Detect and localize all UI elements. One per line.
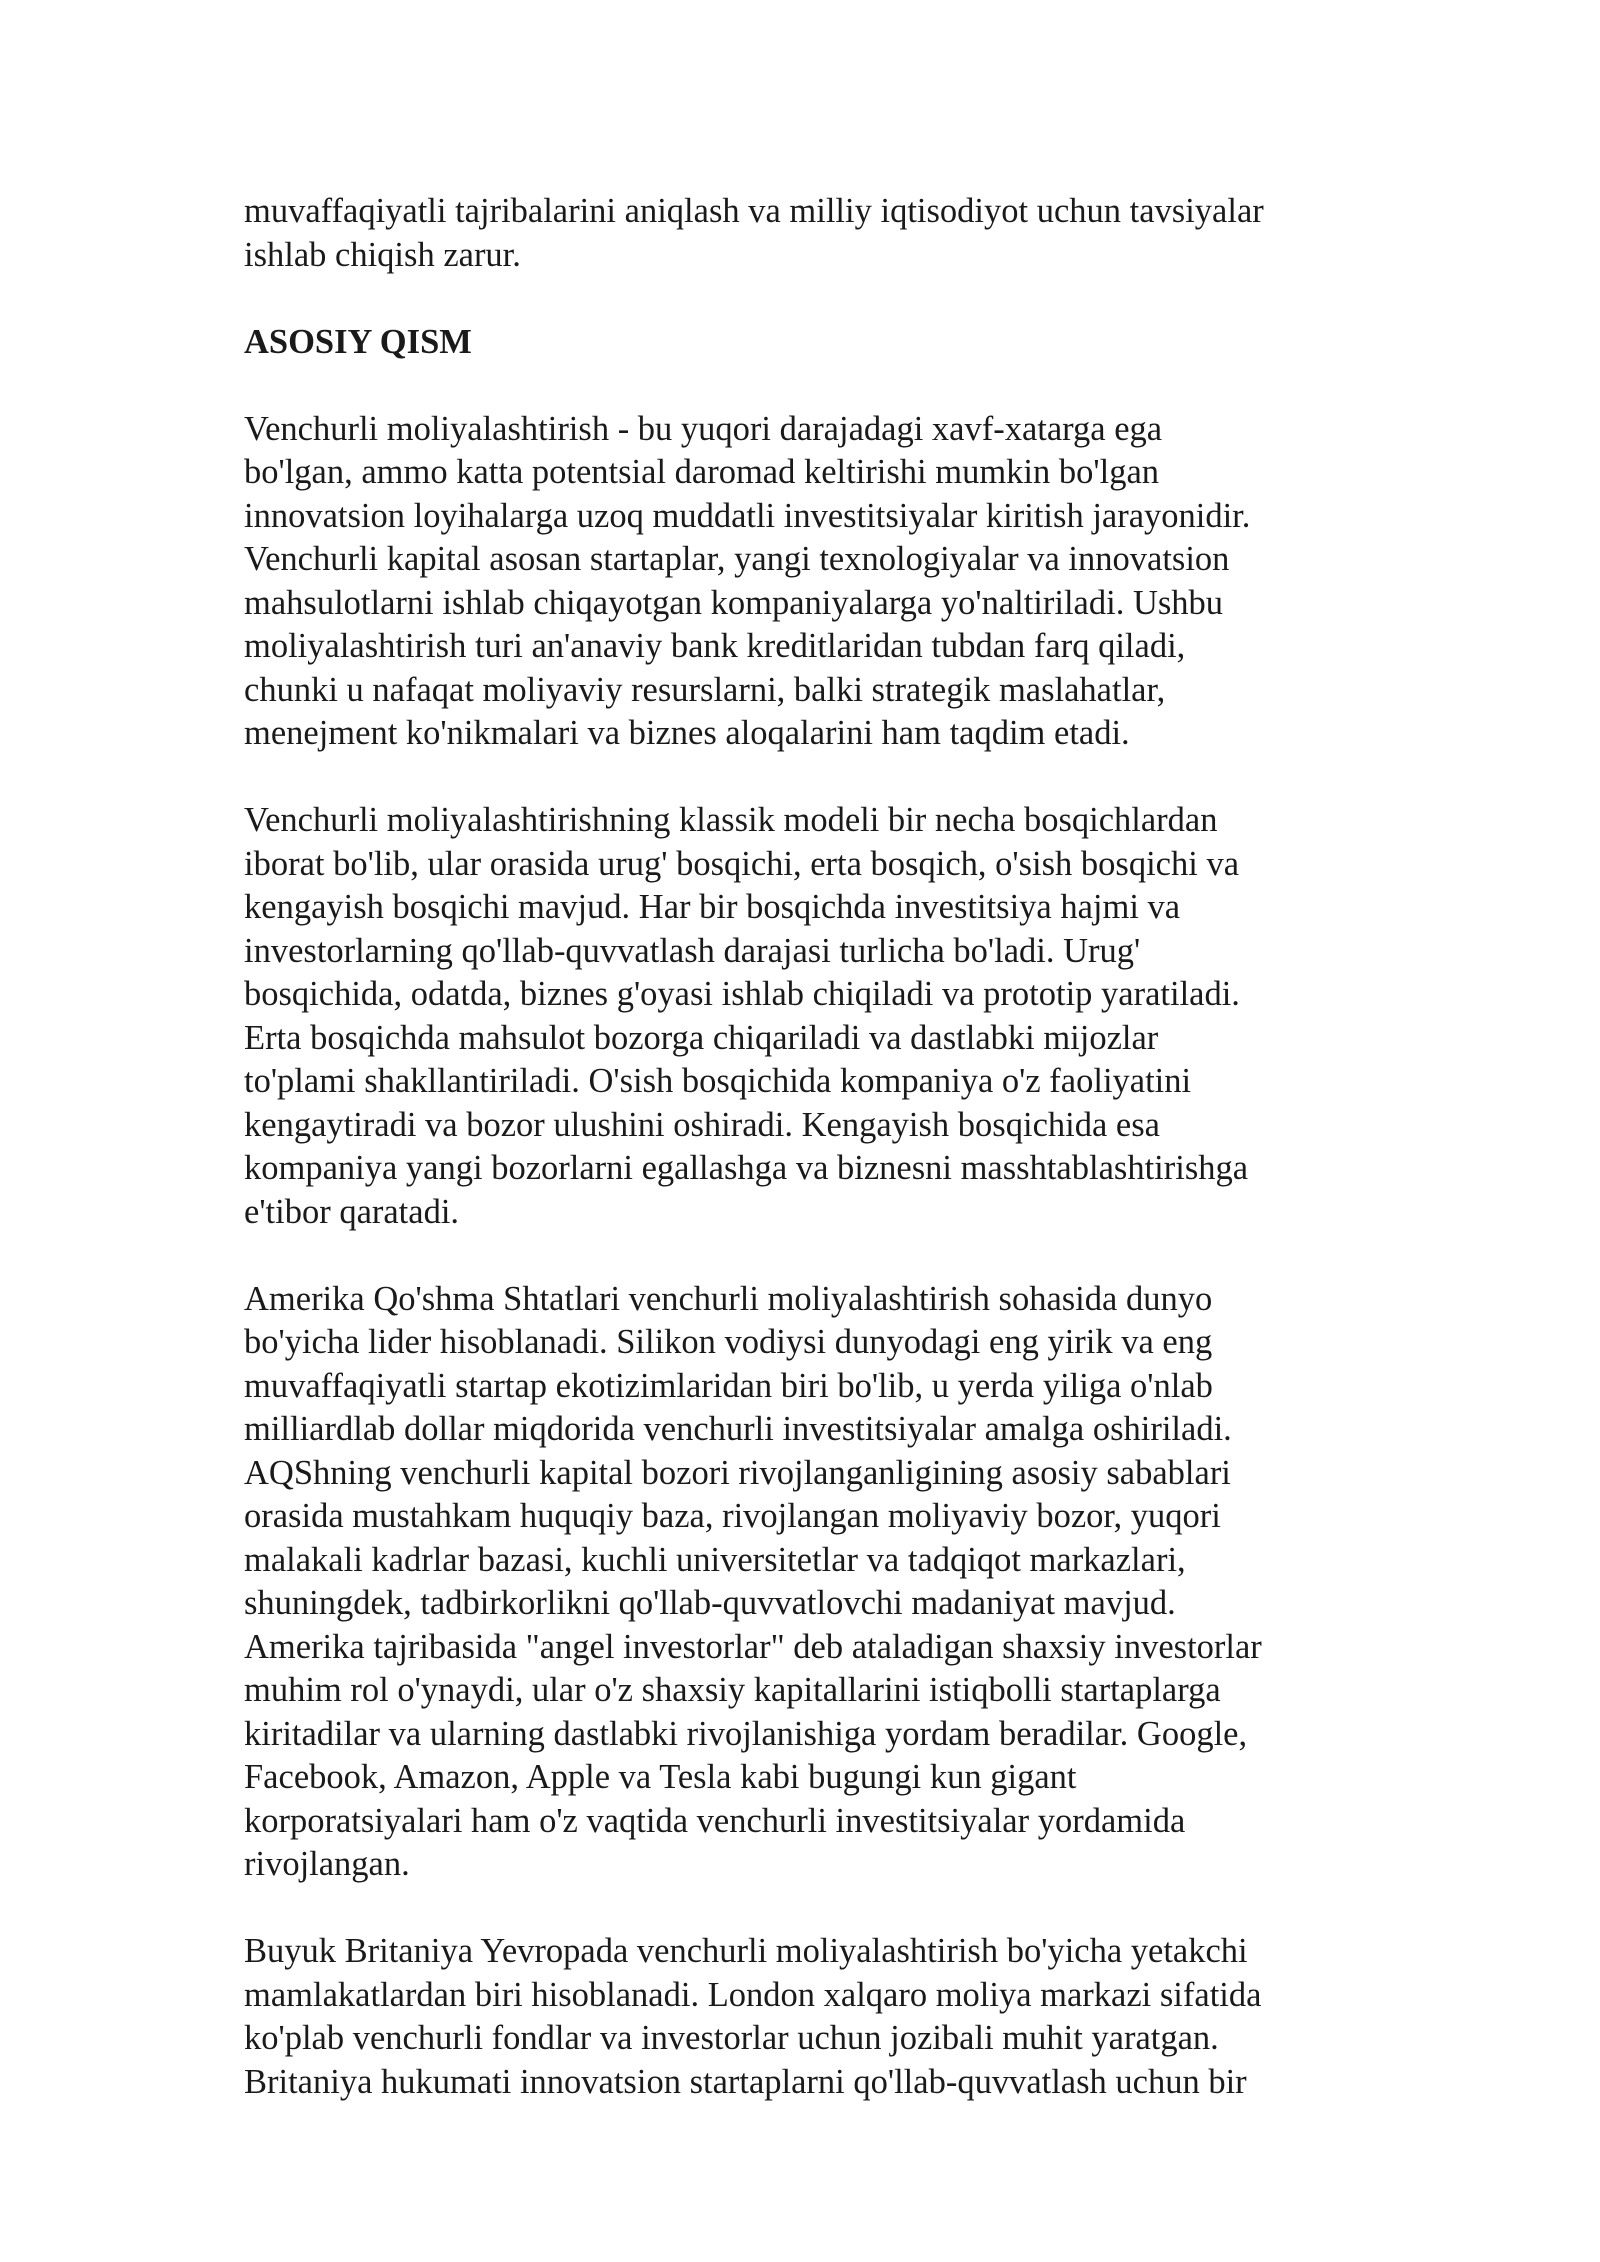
text-line: rivojlangan. [244, 1845, 410, 1883]
text-line: Venchurli moliyalashtirish - bu yuqori darajadagi xavf-xatarga ega [244, 409, 1163, 448]
text-line: bosqichida, odatda, biznes g'oyasi ishlab chiqiladi va prototip yaratiladi. [244, 975, 1240, 1013]
text-line: Britaniya hukumati innovatsion startaplarni qo'llab-quvvatlash uchun bir [244, 2062, 1247, 2101]
text-line: kiritadilar va ularning dastlabki rivojlanishiga yordam beradilar. Google, [244, 1714, 1248, 1753]
section-heading: ASOSIY QISM [244, 322, 472, 361]
text-line: menejment ko'nikmalari va biznes aloqalarini ham taqdim etadi. [244, 714, 1130, 752]
text-line: kompaniya yangi bozorlarni egallashga va biznesni masshtablashtirishga [244, 1149, 1249, 1187]
text-line: iborat bo'lib, ular orasida urug' bosqichi, erta bosqich, o'sish bosqichi va [244, 844, 1240, 883]
document-page [244, 190, 1384, 2148]
body-paragraph-3 [244, 1278, 1384, 1887]
text-line: kengaytiradi va bozor ulushini oshiradi. Kengayish bosqichida esa [244, 1105, 1160, 1144]
text-line: Venchurli kapital asosan startaplar, yangi texnologiyalar va innovatsion [244, 540, 1230, 578]
text-line: innovatsion loyihalarga uzoq muddatli investitsiyalar kiritish jarayonidir. [244, 496, 1251, 535]
body-paragraph-1 [244, 408, 1384, 756]
text-line: orasida mustahkam huquqiy baza, rivojlangan moliyaviy bozor, yuqori [244, 1497, 1221, 1535]
text-line: bo'yicha lider hisoblanadi. Silikon vodiysi dunyodagi eng yirik va eng [244, 1323, 1213, 1361]
text-line: muhim rol o'ynaydi, ular o'z shaxsiy kapitallarini istiqbolli startaplarga [244, 1671, 1221, 1709]
body-paragraph-4 [244, 1930, 1384, 2104]
text-line: moliyalashtirish turi an'anaviy bank kreditlaridan tubdan farq qiladi, [244, 627, 1186, 665]
text-line: ishlab chiqish zarur. [244, 235, 521, 274]
body-paragraph-2 [244, 799, 1384, 1234]
text-line: bo'lgan, ammo katta potentsial daromad keltirishi mumkin bo'lgan [244, 453, 1160, 491]
text-line: muvaffaqiyatli tajribalarini aniqlash va milliy iqtisodiyot uchun tavsiyalar [244, 192, 1264, 230]
text-line: mahsulotlarni ishlab chiqayotgan kompaniyalarga yo'naltiriladi. Ushbu [244, 583, 1224, 622]
intro-paragraph [244, 190, 1384, 277]
text-line: korporatsiyalari ham o'z vaqtida venchurli investitsiyalar yordamida [244, 1801, 1186, 1840]
text-line: chunki u nafaqat moliyaviy resurslarni, balki strategik maslahatlar, [244, 670, 1166, 709]
text-line: e'tibor qaratadi. [244, 1192, 460, 1231]
text-line: mamlakatlardan biri hisoblanadi. London xalqaro moliya markazi sifatida [244, 1975, 1262, 2014]
text-line: to'plami shakllantiriladi. O'sish bosqichida kompaniya o'z faoliyatini [244, 1062, 1192, 1100]
text-line: Buyuk Britaniya Yevropada venchurli moliyalashtirish bo'yicha yetakchi [244, 1932, 1248, 1970]
text-line: Erta bosqichda mahsulot bozorga chiqariladi va dastlabki mijozlar [244, 1018, 1159, 1057]
text-line: Amerika Qo'shma Shtatlari venchurli moliyalashtirish sohasida dunyo [244, 1279, 1213, 1318]
text-line: shuningdek, tadbirkorlikni qo'llab-quvvatlovchi madaniyat mavjud. [244, 1584, 1176, 1622]
text-line: muvaffaqiyatli startap ekotizimlaridan biri bo'lib, u yerda yiliga o'nlab [244, 1366, 1213, 1405]
text-line: kengayish bosqichi mavjud. Har bir bosqichda investitsiya hajmi va [244, 888, 1181, 926]
text-line: AQShning venchurli kapital bozori rivojlanganligining asosiy sabablari [244, 1453, 1231, 1492]
text-line: Amerika tajribasida "angel investorlar" deb ataladigan shaxsiy investorlar [244, 1627, 1262, 1666]
text-line: Venchurli moliyalashtirishning klassik modeli bir necha bosqichlardan [244, 801, 1218, 839]
text-line: Facebook, Amazon, Apple va Tesla kabi bugungi kun gigant [244, 1758, 1077, 1796]
text-line: malakali kadrlar bazasi, kuchli universitetlar va tadqiqot markazlari, [244, 1540, 1186, 1579]
text-line: milliardlab dollar miqdorida venchurli investitsiyalar amalga oshiriladi. [244, 1410, 1232, 1448]
text-line: investorlarning qo'llab-quvvatlash darajasi turlicha bo'ladi. Urug' [244, 931, 1141, 970]
text-line: ko'plab venchurli fondlar va investorlar uchun jozibali muhit yaratgan. [244, 2019, 1219, 2057]
